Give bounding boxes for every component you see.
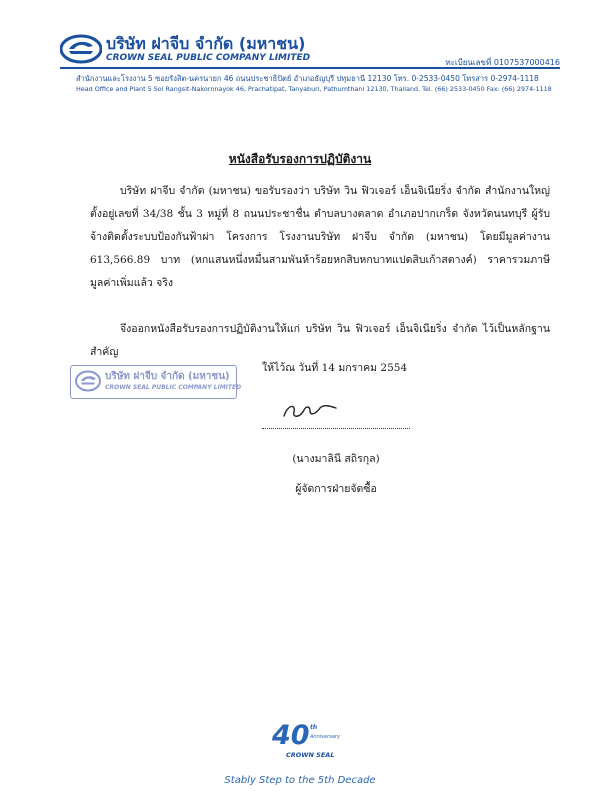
body-paragraph-1: บริษัท ฝาจีบ จำกัด (มหาชน) ขอรับรองว่า บริษัท วิน ฟิวเจอร์ เอ็นจิเนียริ่ง จำกัด สำนักงานใหญ่ตั้งอยู่เลขที่ 34/38 ชั้น 3 หมู่ที่ 8 ถนนประชาชื่น ตำบลบางตลาด อำเภอปากเกร็ด จังหวัดนนทบุรี ผู้รับจ้างติดตั้งระบบป้องกันฟ้าผ่า โครงการ โรงงานบริษัท ฝาจีบ จำกัด (มหาชน) โดยมีมูลค่างาน 613,566.89 บาท (หกแสนหนึ่งหมื่นสามพันห้าร้อยหกสิบหกบาทแปดสิบเก้าสตางค์) ราคารวมภาษีมูลค่าเพิ่มแล้ว จริง [90,185,550,289]
signer-title: ผู้จัดการฝ่ายจัดซื้อ [295,483,377,495]
anniversary-brand: CROWN SEAL [286,751,335,759]
issued-date: ให้ไว้ณ วันที่ 14 มกราคม 2554 [262,362,408,374]
anniversary-number: 40 [272,720,310,751]
body-paragraph-2: จึงออกหนังสือรับรองการปฏิบัติงานให้แก่ บริษัท วิน ฟิวเจอร์ เอ็นจิเนียริ่ง จำกัด ไว้เป็นหลักฐานสำคัญ [90,323,550,358]
stamp-company-english: CROWN SEAL PUBLIC COMPANY LIMITED [105,384,242,391]
signature-line [262,428,410,429]
stamp-company-thai: บริษัท ฝาจีบ จำกัด (มหาชน) [105,371,230,382]
address-english: Head Office and Plant 5 Soi Rangsit-Nakornnayok 46, Prachatipat, Tanyaburi, Pathumthani 12130, Thailand. Tel. (66) 2533-0450 Fax: (66) 2974-1118 [76,85,552,93]
company-stamp [70,365,242,399]
header-divider [60,67,560,69]
anniversary-logo [250,722,360,762]
anniversary-suffix: th [310,724,318,731]
document-title: หนังสือรับรองการปฏิบัติงาน [228,152,372,166]
footer-slogan: Stably Step to the 5th Decade [224,775,376,786]
address-thai: สำนักงานและโรงงาน 5 ซอยรังสิต-นครนายก 46 ถนนประชาธิปัตย์ อำเภอธัญบุรี ปทุมธานี 12130 โทร. 0-2533-0450 โทรสาร 0-2974-1118 [76,74,539,83]
signer-name: (นางมาลินี สถิรกุล) [292,453,380,465]
anniversary-label: Anniversary [310,734,340,740]
company-name-thai: บริษัท ฝาจีบ จำกัด (มหาชน) [106,34,306,53]
crown-seal-logo-icon [60,34,102,64]
stamp-logo-icon [75,370,101,392]
document-body [90,180,550,364]
handwritten-signature [280,396,340,424]
letterhead [60,30,560,100]
registration-number: ทะเบียนเลขที่ 0107537000416 [445,58,560,67]
company-name-english: CROWN SEAL PUBLIC COMPANY LIMITED [106,53,311,63]
